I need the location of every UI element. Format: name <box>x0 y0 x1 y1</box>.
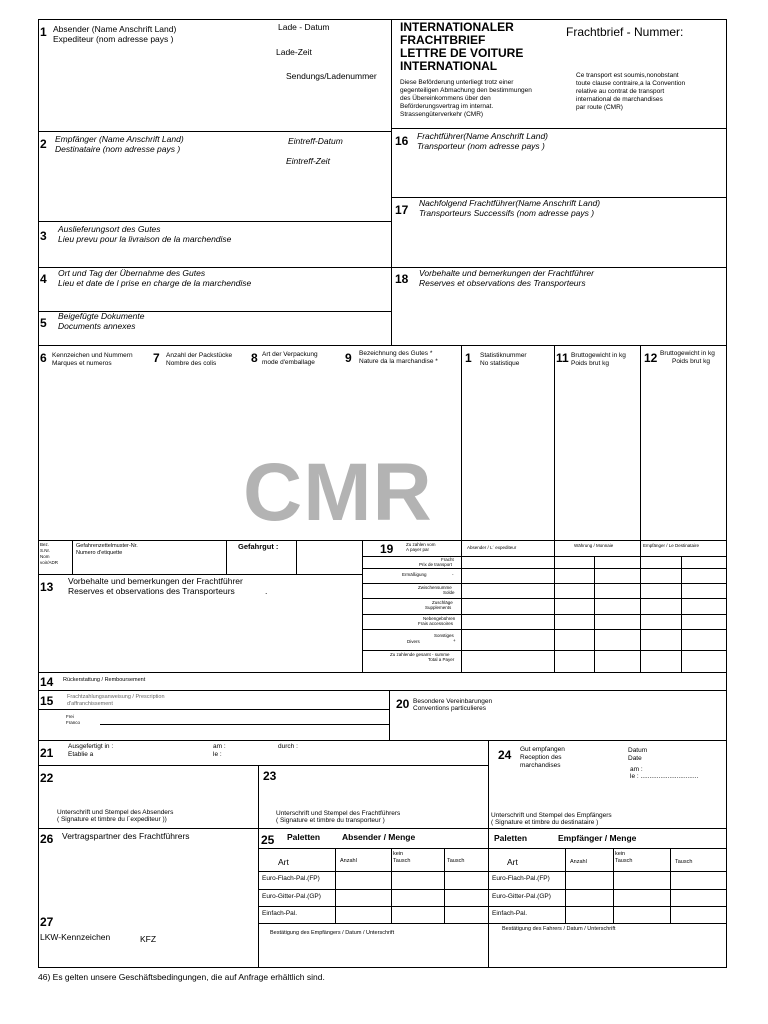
label: Divers <box>407 639 420 644</box>
label: Nachfolgend Frachtführer(Name Anschrift Land) <box>419 198 601 208</box>
label: marchandises <box>520 762 561 769</box>
label: Datum <box>628 747 648 754</box>
label: Ermäßigung <box>402 572 427 577</box>
label: Währung / Monnaie <box>574 543 614 548</box>
notice-line: toute clause contraire,a la Convention <box>576 80 686 87</box>
label: Bestätigung des Empfängers / Datum / Unterschrift <box>270 930 395 936</box>
label: Art der Verpackung <box>262 351 318 358</box>
label: Empfänger (Name Anschrift Land) <box>55 134 184 144</box>
label: Vertragspartner des Frachtführers <box>62 831 190 841</box>
label: Franco <box>66 720 81 725</box>
box-number: 26 <box>40 832 54 846</box>
label: Rückerstattung / Remboursement <box>63 677 146 683</box>
box-number: 19 <box>380 542 394 556</box>
box-number: 2 <box>40 137 47 151</box>
label: Tausch <box>393 858 411 864</box>
box-number: 24 <box>498 748 512 762</box>
label: ( Signature et timbre du transporteur ) <box>276 817 385 824</box>
box-number: 13 <box>40 580 54 594</box>
label: Nom <box>40 554 50 559</box>
label: Tausch <box>615 858 633 864</box>
cmr-watermark: CMR <box>243 447 433 538</box>
label: Sendungs/Ladenummer <box>286 71 377 81</box>
label: KFZ <box>140 934 157 944</box>
label: A payer par <box>406 547 430 552</box>
label: - <box>452 572 454 577</box>
box-number: 27 <box>40 915 54 929</box>
notice-line: international de marchandises <box>576 96 663 103</box>
label: Reserves et observations des Transporteurs <box>68 586 235 596</box>
label: am : <box>213 743 226 750</box>
label: Date <box>628 755 642 762</box>
box-number: 14 <box>40 675 54 689</box>
label: Zu zahlende gesamt - summe <box>390 652 450 657</box>
box-number: 4 <box>40 272 47 286</box>
label: Zwischensumme <box>418 585 452 590</box>
label: Expediteur (nom adresse pays ) <box>53 34 174 44</box>
label: Ort und Tag der Übernahme des Gutes <box>58 268 206 278</box>
label: d'affranchissement <box>67 701 113 707</box>
label: Tausch <box>447 858 465 864</box>
label: Fracht <box>441 557 454 562</box>
label: Eintreff-Datum <box>288 136 343 146</box>
label: Statistiknummer <box>480 352 527 359</box>
label: Etablie a <box>68 751 94 758</box>
label: LKW-Kennzeichen <box>40 932 111 942</box>
label: Nature da la marchandise * <box>359 358 438 365</box>
label: Eintreff-Zeit <box>286 156 330 166</box>
label: ( Signature et timbre du destinataire ) <box>491 819 599 826</box>
label: Gefahrenzettelmuster-Nr. <box>76 543 138 549</box>
label: Total a Payer <box>428 657 455 662</box>
label: Destinataire (nom adresse pays ) <box>55 144 181 154</box>
label: Supplements <box>425 605 452 610</box>
label: Documents annexes <box>58 321 136 331</box>
label: Paletten <box>494 833 528 843</box>
label: Lade - Datum <box>278 22 330 32</box>
label: Frais accessoires <box>418 621 454 626</box>
box-number: 7 <box>153 351 160 365</box>
box-number: 9 <box>345 351 352 365</box>
label: + <box>453 638 456 643</box>
box-number: 15 <box>40 694 54 708</box>
notice-line: Diese Beförderung unterliegt trotz einer <box>400 79 514 86</box>
label: Lieu et date de l prise en charge de la marchendise <box>58 278 252 288</box>
label: le : <box>213 751 222 758</box>
box-number: 6 <box>40 351 47 365</box>
notice-line: relative au contrat de transport <box>576 88 665 95</box>
label: Kennzeichen und Nummern <box>52 352 133 359</box>
label: Art <box>278 857 289 867</box>
label: Unterschrift und Stempel des Frachtführers <box>276 810 401 817</box>
label: Tausch <box>675 859 693 865</box>
label: Euro-Gitter-Pal.(GP) <box>262 893 321 900</box>
box-number: 25 <box>261 833 275 847</box>
label: Prix de transport <box>419 562 453 567</box>
notice-line: gegenteiligen Abmachung den bestimmungen <box>400 87 532 94</box>
label: Zu zahlen vom <box>406 542 436 547</box>
label: le : ................................ <box>630 773 699 780</box>
label: Bestätigung des Fahrers / Datum / Unterschrift <box>502 926 616 932</box>
label: Ausgefertigt in : <box>68 743 114 750</box>
label: Lade-Zeit <box>276 47 312 57</box>
label: Einfach-Pal. <box>262 910 298 917</box>
label: Paletten <box>287 832 321 842</box>
box-number: 21 <box>40 746 54 760</box>
label: Euro-Flach-Pal.(FP) <box>492 875 550 882</box>
box-number: 5 <box>40 316 47 330</box>
label: Frachtführer(Name Anschrift Land) <box>417 131 549 141</box>
label: Numero d'etiquette <box>76 550 123 556</box>
label: kein <box>615 851 626 857</box>
box-number: 1 <box>465 351 472 365</box>
label: Frachtzahlungsanweisung / Prescription <box>67 694 165 700</box>
label: kein <box>393 851 404 857</box>
label: Empfänger / Menge <box>558 833 637 843</box>
label: Bezeichnung des Gutes * <box>359 350 433 357</box>
box-number: 23 <box>263 769 277 783</box>
label: No statistique <box>480 360 520 367</box>
label: Nombre des colis <box>166 360 217 367</box>
label: . <box>265 586 268 596</box>
notice-line: des Übereinkommens über den <box>400 95 491 102</box>
label: Vorbehalte und bemerkungen der Frachtführer <box>68 576 243 586</box>
label: Euro-Gitter-Pal.(GP) <box>492 893 551 900</box>
label: Reception des <box>520 754 562 761</box>
label: Solde <box>443 590 455 595</box>
label: Gut empfangen <box>520 746 565 753</box>
label: durch : <box>278 743 298 750</box>
label: Absender / L´ expediteur <box>467 545 517 550</box>
box-number: 8 <box>251 351 258 365</box>
footer-note: 46) Es gelten unsere Geschäftsbedingungen, die auf Anfrage erhältlich sind. <box>38 972 325 982</box>
title-line: INTERNATIONAL <box>400 59 498 73</box>
label: Poids brut kg <box>672 358 710 365</box>
box-number: 12 <box>644 351 658 365</box>
label: Besondere Vereinbarungen <box>413 698 493 705</box>
label: Conventions particulieres <box>413 705 486 712</box>
notice-line: Beförderungsvertrag im internat. <box>400 103 494 110</box>
label: S.Nr. <box>40 548 51 553</box>
label: Unterschrift und Stempel des Empfängers <box>491 812 612 819</box>
box-number: 3 <box>40 229 47 243</box>
label: Transporteurs Successifs (nom adresse pays ) <box>419 208 595 218</box>
label: Bruttogewicht in kg <box>571 352 626 359</box>
box-number: 1 <box>40 25 47 39</box>
label: Marques et numeros <box>52 360 112 367</box>
notice-line: Ce transport est soumis,nonobstant <box>576 72 679 79</box>
box-number: 16 <box>395 134 409 148</box>
label: Anzahl <box>340 858 357 864</box>
label: Art <box>507 857 518 867</box>
notice-line: Strassengüterverkehr (CMR) <box>400 111 484 118</box>
label: Empfänger / Le Destinataire <box>643 543 700 548</box>
label: Unterschrift und Stempel des Absenders <box>57 809 174 816</box>
label: Nebengebühren <box>423 616 456 621</box>
title-line: LETTRE DE VOITURE <box>400 46 524 60</box>
label: Beigefügte Dokumente <box>58 311 145 321</box>
box-number: 18 <box>395 272 409 286</box>
label: Auslieferungsort des Gutes <box>58 224 161 234</box>
notice-line: par route (CMR) <box>576 104 623 111</box>
box-number: 17 <box>395 203 409 217</box>
title-line: INTERNATIONALER <box>400 20 514 34</box>
label: voir/ADR <box>40 560 59 565</box>
frachtbrief-number-label: Frachtbrief - Nummer: <box>566 25 684 39</box>
label: Reserves et observations des Transporteurs <box>419 278 586 288</box>
label: am : <box>630 766 643 773</box>
label: Zuschläge <box>432 600 453 605</box>
label: Bruttogewicht in kg <box>660 350 715 357</box>
label: Anzahl <box>570 859 587 865</box>
label: Gefahrgut : <box>238 542 279 551</box>
label: Transporteur (nom adresse pays ) <box>417 141 545 151</box>
label: Vorbehalte und bemerkungen der Frachtführer <box>419 268 594 278</box>
label: Absender (Name Anschrift Land) <box>53 24 177 34</box>
label: Euro-Flach-Pal.(FP) <box>262 875 320 882</box>
box-number: 22 <box>40 771 54 785</box>
label: mode d'emballage <box>262 359 315 366</box>
label: Absender / Menge <box>342 832 416 842</box>
label: Einfach-Pal. <box>492 910 528 917</box>
label: Anzahl der Packstücke <box>166 352 233 359</box>
label: Lieu prevu pour la livraison de la marchendise <box>58 234 232 244</box>
label: Poids brut kg <box>571 360 609 367</box>
box-number: 11 <box>556 351 569 365</box>
label: ( Signature et timbre du l´expediteur )) <box>57 816 167 823</box>
box-number: 20 <box>396 697 410 711</box>
label: Sonstiges <box>434 633 454 638</box>
label: Bez. <box>40 542 50 547</box>
title-line: FRACHTBRIEF <box>400 33 486 47</box>
label: Frei <box>66 714 74 719</box>
